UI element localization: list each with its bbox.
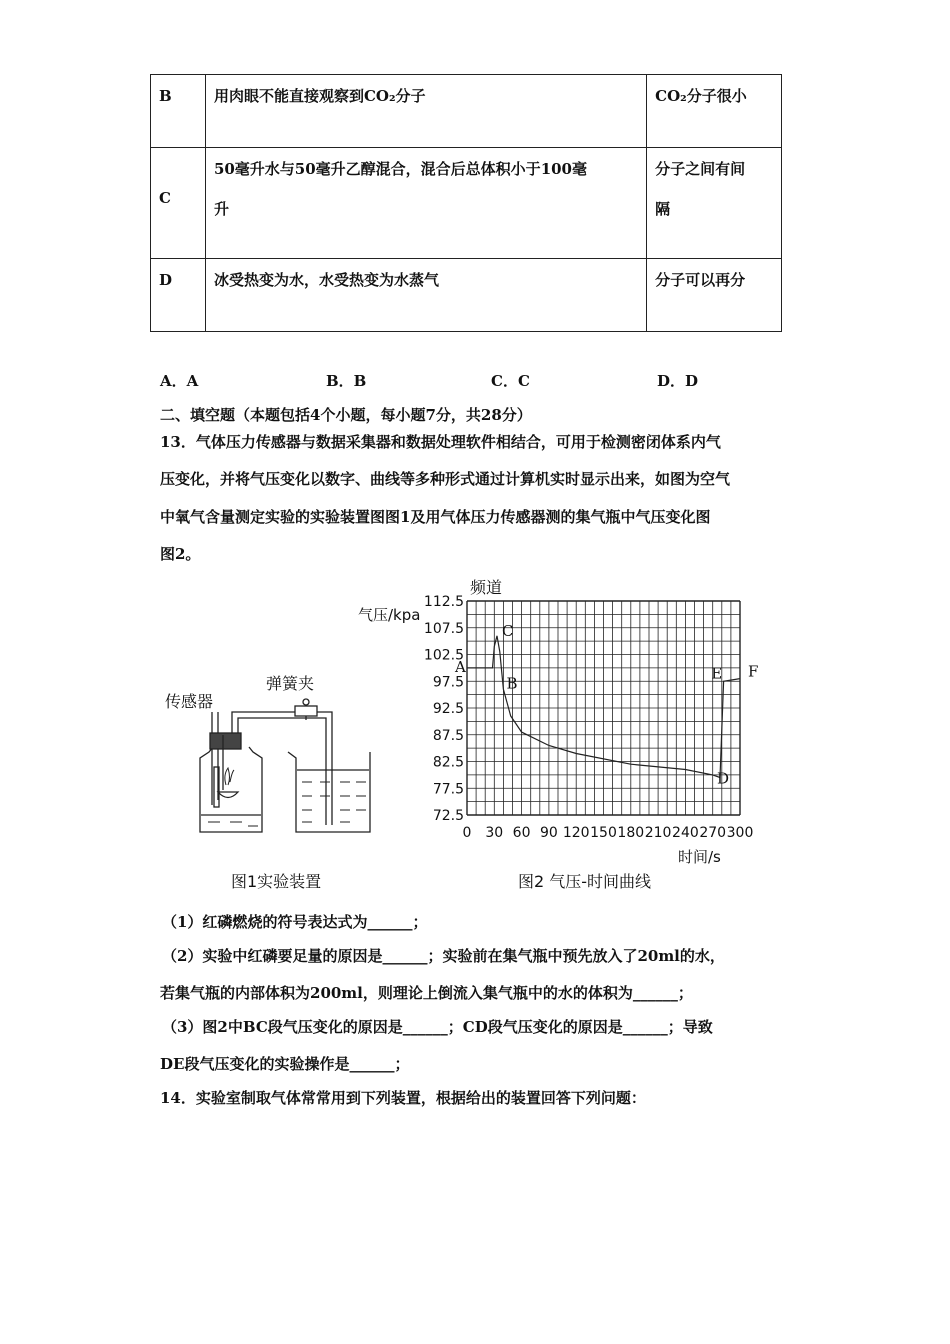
- sensor-rod: [212, 712, 218, 805]
- pressure-chart: [358, 578, 758, 891]
- glass-tube: [232, 712, 332, 825]
- row-exp-line2: 隔: [655, 200, 671, 218]
- q13-line1: 13．气体压力传感器与数据采集器和数据处理软件相结合，可用于检测密闭体系内气: [160, 433, 721, 451]
- q13-line3: 中氧气含量测定实验的实验装置图图1及用气体压力传感器测的集气瓶中气压变化图: [160, 508, 711, 526]
- point-label-f: F: [748, 662, 759, 681]
- answer-b[interactable]: B．B: [326, 372, 367, 390]
- clamp-label: 弹簧夹: [266, 674, 315, 693]
- point-label-b: B: [506, 674, 518, 693]
- x-tick-label: 270: [699, 825, 727, 841]
- row-fact: 冰受热变为水，水受热变为水蒸气: [213, 271, 439, 289]
- row-exp-line1: 分子之间有间: [655, 160, 746, 178]
- q14: 14．实验室制取气体常常用到下列装置，根据给出的装置回答下列问题：: [160, 1089, 646, 1107]
- row-fact: 用肉眼不能直接观察到CO₂分子: [213, 87, 426, 105]
- row-letter: C: [159, 189, 171, 207]
- point-label-d: D: [716, 769, 730, 788]
- y-axis-label: 气压/kpa: [358, 606, 421, 624]
- channel-label: 频道: [470, 578, 503, 597]
- q13-sub3b: DE段气压变化的实验操作是______；: [160, 1055, 410, 1073]
- y-tick-label: 92.5: [432, 701, 464, 717]
- x-tick-label: 180: [617, 825, 645, 841]
- bottle-stopper: [210, 733, 241, 749]
- x-tick-label: 30: [485, 825, 504, 841]
- x-tick-label: 0: [462, 825, 472, 841]
- row-explanation: 分子可以再分: [655, 271, 746, 289]
- answer-c[interactable]: C．C: [491, 372, 530, 390]
- bottle-water: [208, 822, 258, 826]
- spring-clamp: [295, 706, 317, 716]
- apparatus-figure: [165, 674, 370, 891]
- x-ticks: [463, 825, 754, 841]
- figure2-caption: 图2 气压-时间曲线: [518, 872, 652, 891]
- y-tick-label: 112.5: [423, 594, 464, 610]
- answer-d[interactable]: D．D: [657, 372, 699, 390]
- q13-sub2a: （2）实验中红磷要足量的原因是______；实验前在集气瓶中预先放入了20ml的水，: [162, 947, 725, 965]
- y-ticks: [424, 594, 464, 824]
- y-tick-label: 82.5: [432, 754, 464, 771]
- x-tick-label: 240: [672, 825, 699, 841]
- x-tick-label: 90: [539, 825, 558, 841]
- x-tick-label: 120: [562, 825, 590, 841]
- q13-sub3a: （3）图2中BC段气压变化的原因是______；CD段气压变化的原因是______；导致: [162, 1018, 713, 1036]
- figure1-caption: 图1实验装置: [231, 872, 322, 891]
- answer-a[interactable]: A．A: [160, 372, 199, 390]
- gas-bottle: [200, 747, 262, 832]
- y-tick-label: 107.5: [423, 620, 464, 637]
- x-tick-label: 210: [644, 825, 672, 841]
- row-letter: B: [159, 87, 172, 105]
- q13-sub2b: 若集气瓶的内部体积为200ml，则理论上倒流入集气瓶中的水的体积为______；: [160, 984, 693, 1002]
- y-tick-label: 77.5: [432, 781, 464, 798]
- x-tick-label: 150: [590, 825, 617, 841]
- sensor-label: 传感器: [165, 692, 214, 711]
- point-label-e: E: [711, 664, 723, 683]
- clamp-knob: [303, 699, 309, 705]
- section-title: 二、填空题（本题包括4个小题，每小题7分，共28分）: [160, 406, 532, 424]
- y-tick-label: 97.5: [432, 674, 464, 691]
- y-tick-label: 102.5: [423, 647, 464, 664]
- spoon-bowl: [218, 792, 238, 798]
- point-label-a: A: [455, 657, 466, 676]
- flame-icon: [225, 768, 234, 785]
- x-tick-label: 60: [512, 825, 531, 841]
- y-tick-label: 87.5: [432, 727, 464, 744]
- q13-line4: 图2。: [160, 545, 201, 563]
- x-tick-label: 300: [726, 825, 754, 841]
- row-fact-line1: 50毫升水与50毫升乙醇混合，混合后总体积小于100毫: [213, 160, 587, 178]
- x-axis-label: 时间/s: [678, 848, 721, 866]
- q13-sub1: （1）红磷燃烧的符号表达式为______；: [162, 913, 428, 931]
- point-label-c: C: [502, 621, 514, 640]
- y-tick-label: 72.5: [432, 808, 464, 824]
- beaker: [288, 752, 370, 832]
- row-letter: D: [159, 271, 173, 289]
- q13-line2: 压变化，并将气压变化以数字、曲线等多种形式通过计算机实时显示出来，如图为空气: [160, 470, 731, 488]
- beaker-water: [302, 782, 366, 822]
- row-fact-line2: 升: [213, 200, 229, 218]
- row-explanation: CO₂分子很小: [655, 87, 747, 105]
